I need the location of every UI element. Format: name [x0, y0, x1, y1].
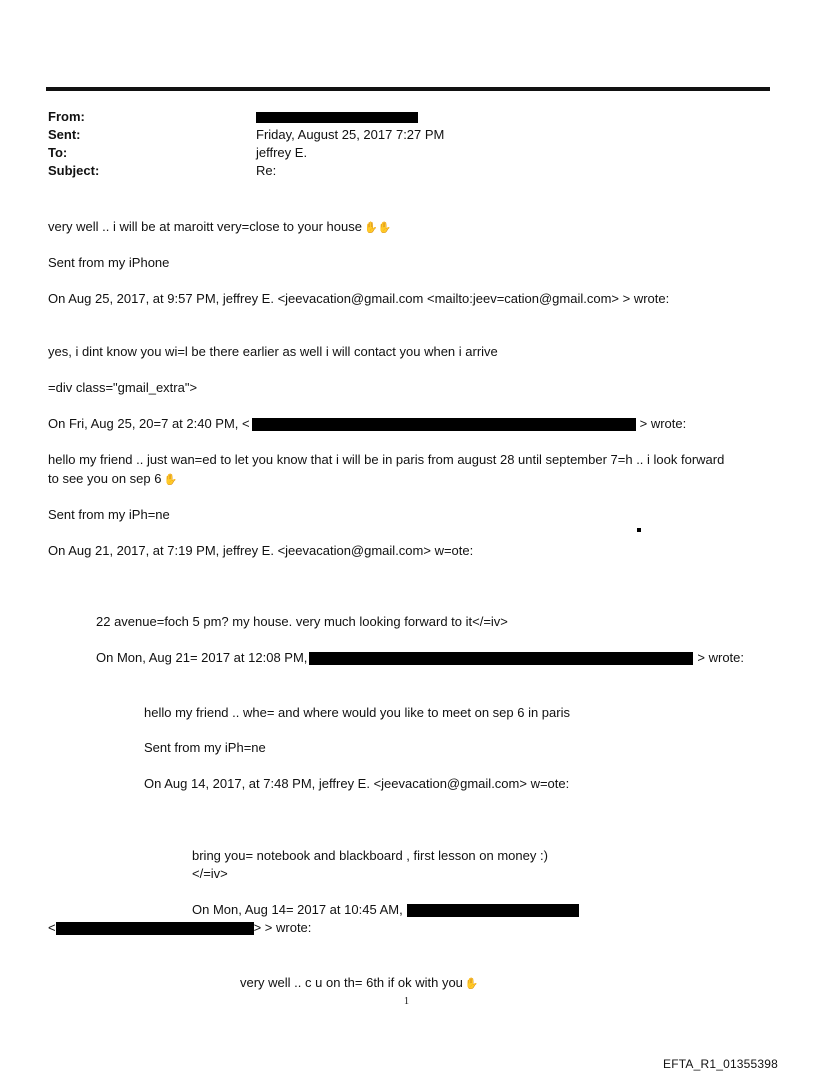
body-line: very well .. c u on th= 6th if ok with you ✋: [240, 975, 479, 990]
body-line: Sent from my iPh=ne: [48, 507, 170, 522]
body-line: hello my friend .. whe= and where would you like to meet on sep 6 in paris: [144, 705, 570, 720]
body-line: Sent from my iPhone: [48, 255, 170, 270]
body-line: < > > wrote:: [48, 920, 312, 935]
sent-value: Friday, August 25, 2017 7:27 PM: [256, 127, 445, 142]
stray-mark: [637, 528, 641, 532]
redaction-bar: [56, 922, 254, 935]
sent-label: Sent:: [48, 127, 81, 142]
body-line: yes, i dint know you wi=l be there earlier as well i will contact you when i arrive: [48, 344, 498, 359]
body-line: On Aug 25, 2017, at 9:57 PM, jeffrey E. <jeevacation@gmail.com <mailto:jeev=cation@gmail.com> > wrote:: [48, 291, 670, 306]
redaction-bar: [407, 904, 579, 917]
thumbs-up-icon: ✋: [163, 474, 178, 486]
from-label: From:: [48, 109, 85, 124]
body-line: bring you= notebook and blackboard , first lesson on money :): [192, 848, 548, 863]
thumbs-up-icon: ✋✋: [363, 222, 392, 234]
body-line: On Mon, Aug 21= 2017 at 12:08 PM, > wrote:: [96, 650, 745, 665]
body-line: Sent from my iPh=ne: [144, 740, 266, 755]
page-number: 1: [404, 996, 409, 1007]
to-label: To:: [48, 145, 68, 160]
body-line: very well .. i will be at maroitt very=close to your house ✋✋: [48, 219, 392, 234]
redaction-bar: [309, 652, 693, 665]
redaction-bar: [256, 112, 418, 123]
to-value: jeffrey E.: [256, 145, 308, 160]
body-line: to see you on sep 6 ✋: [48, 471, 178, 486]
body-line: =div class="gmail_extra">: [48, 380, 198, 395]
body-line: On Aug 14, 2017, at 7:48 PM, jeffrey E. <jeevacation@gmail.com> w=ote:: [144, 776, 570, 791]
subject-label: Subject:: [48, 163, 100, 178]
body-line: </=iv>: [192, 866, 228, 881]
body-line: hello my friend .. just wan=ed to let you know that i will be in paris from august 28 until september 7=h .. i look forward: [48, 452, 725, 467]
redaction-bar: [252, 418, 636, 431]
body-line: On Fri, Aug 25, 20=7 at 2:40 PM, < > wrote:: [48, 416, 687, 431]
from-value: [256, 109, 418, 125]
header-rule: [46, 87, 770, 91]
body-line: On Aug 21, 2017, at 7:19 PM, jeffrey E. <jeevacation@gmail.com> w=ote:: [48, 543, 474, 558]
body-line: On Mon, Aug 14= 2017 at 10:45 AM,: [192, 902, 579, 918]
thumbs-up-icon: ✋: [464, 978, 479, 990]
document-id: EFTA_R1_01355398: [663, 1057, 779, 1071]
subject-value: Re:: [256, 163, 277, 178]
body-line: 22 avenue=foch 5 pm? my house. very much looking forward to it</=iv>: [96, 614, 508, 629]
